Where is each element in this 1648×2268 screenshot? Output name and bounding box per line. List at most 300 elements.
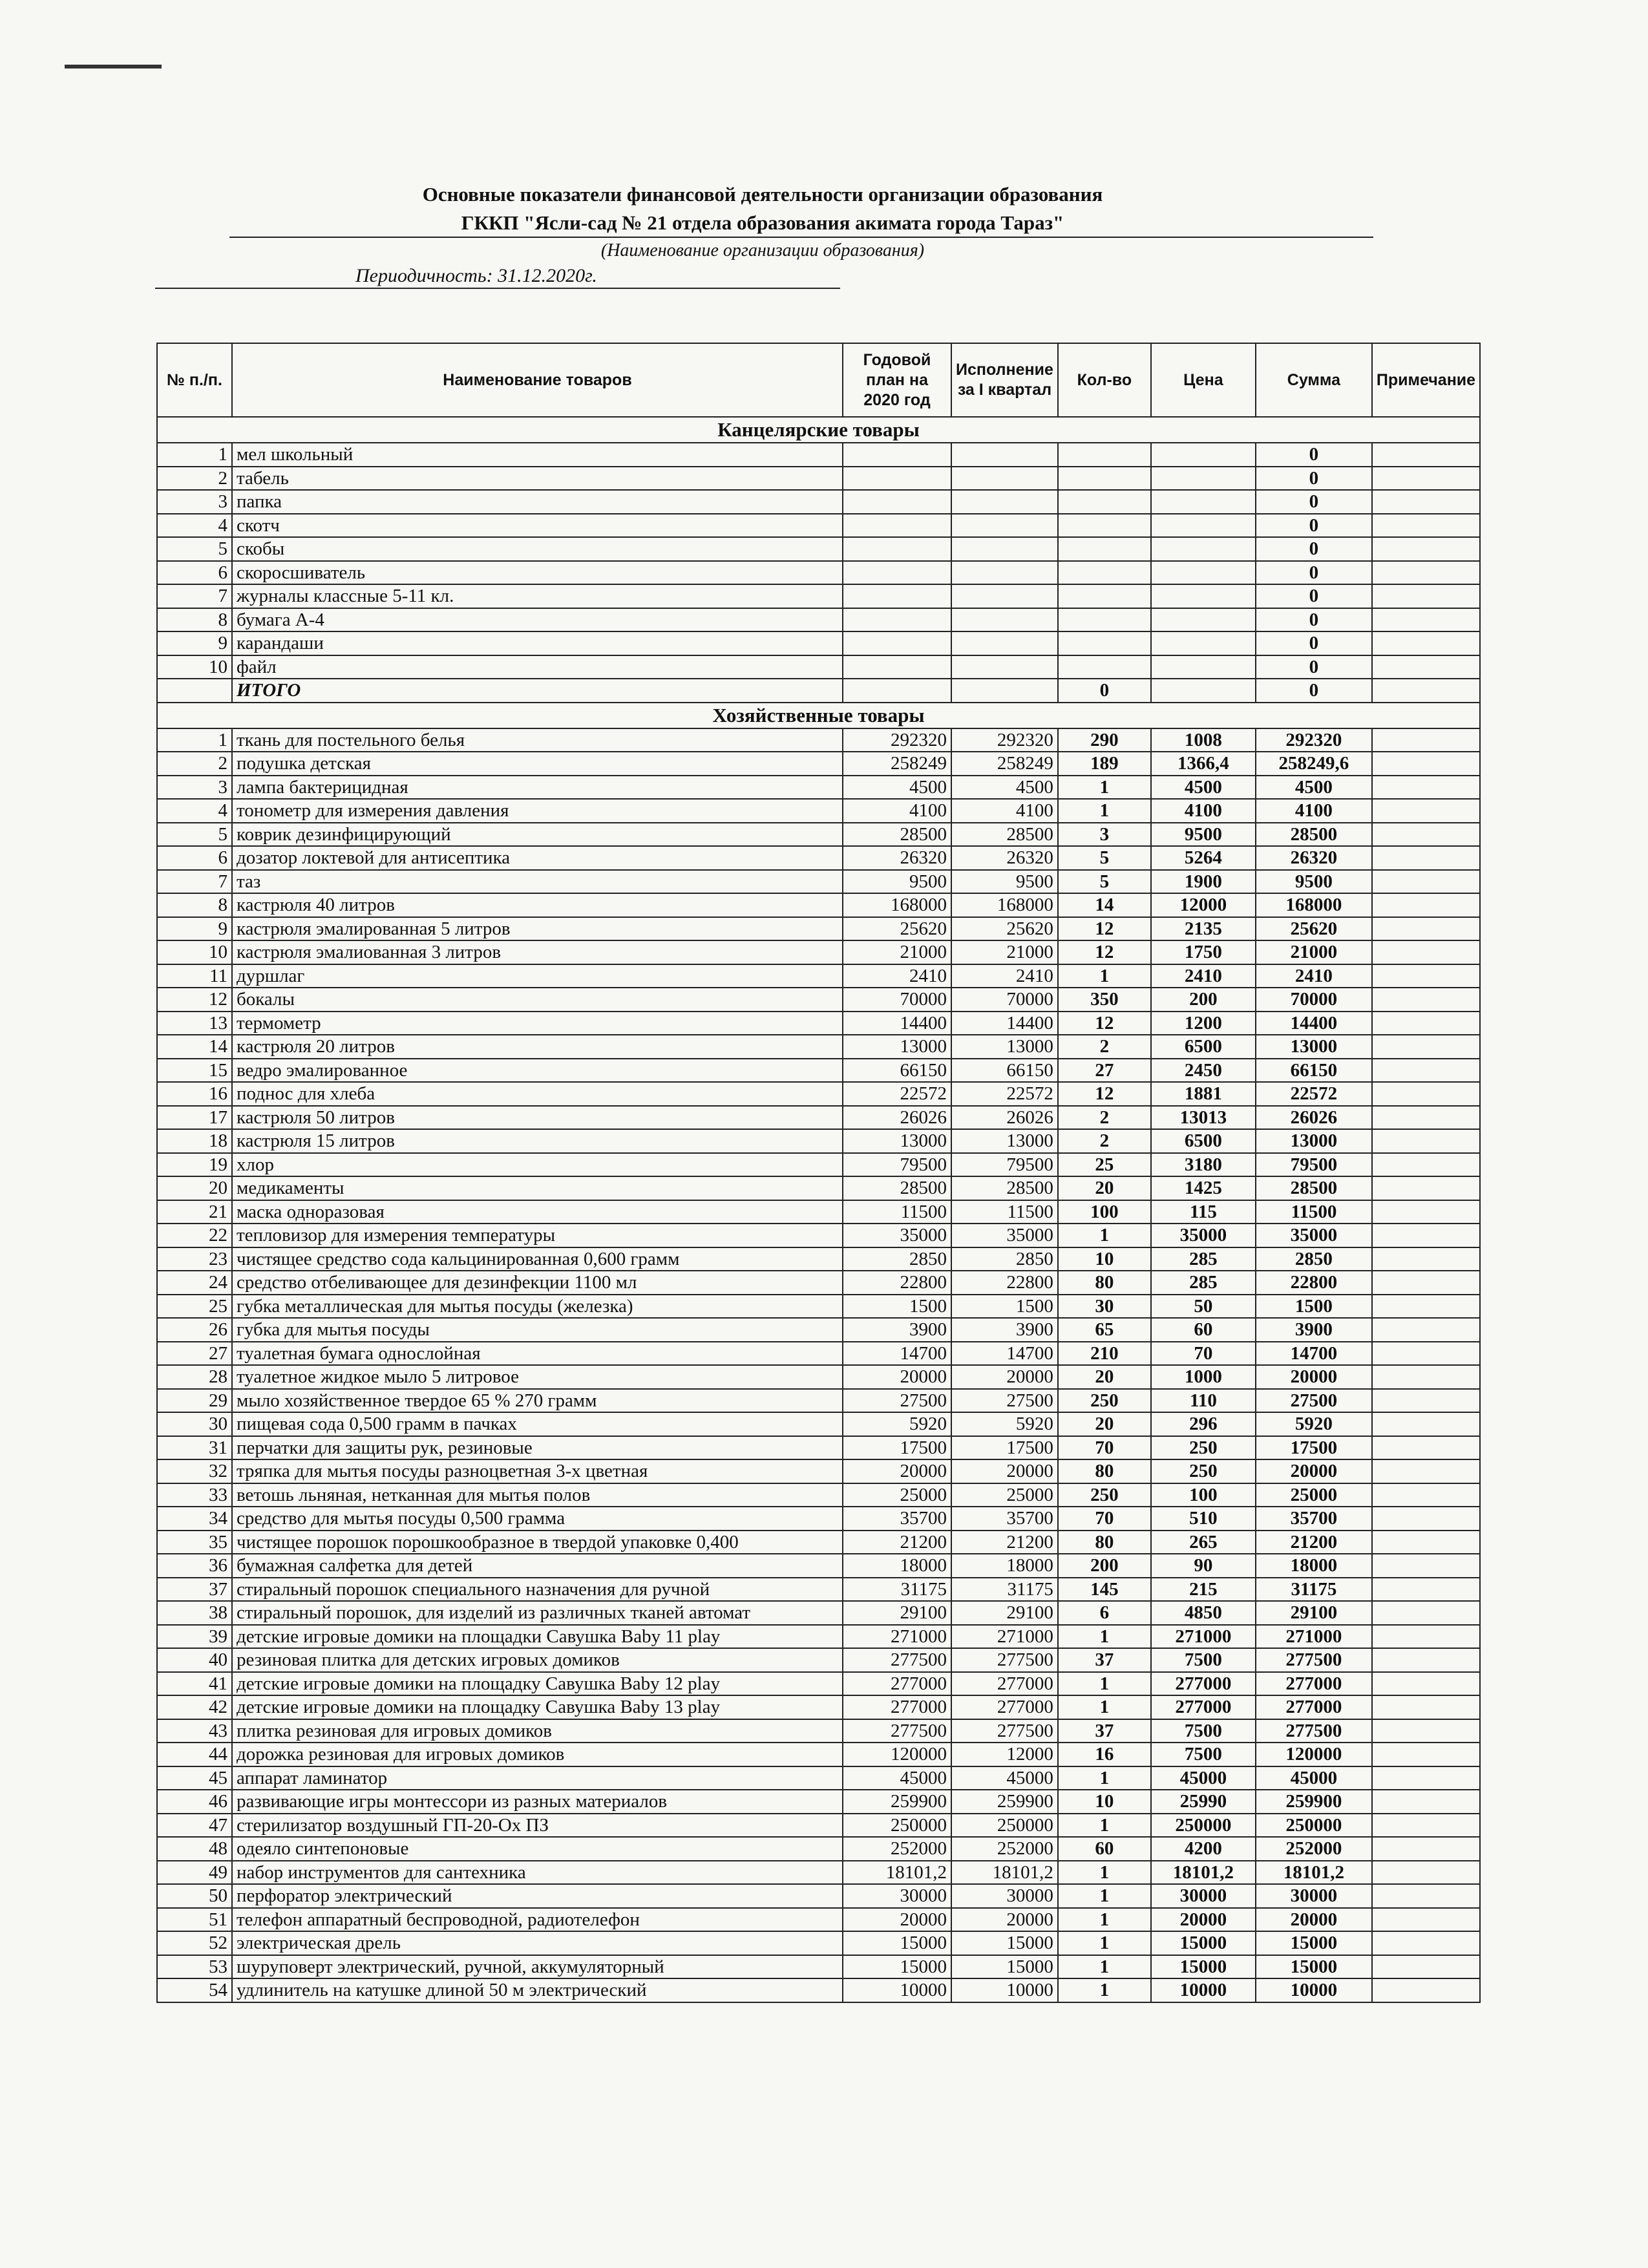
table-cell (1372, 443, 1480, 467)
table-cell: 7500 (1151, 1743, 1256, 1766)
table-cell: 40 (157, 1648, 232, 1672)
table-cell: 0 (1256, 584, 1372, 608)
table-cell: 70 (1058, 1436, 1151, 1460)
goods-table (156, 343, 1481, 2003)
table-cell: 277000 (951, 1672, 1058, 1696)
table-cell: 25990 (1151, 1790, 1256, 1814)
table-cell: 25620 (951, 917, 1058, 941)
table-row (157, 1483, 1480, 1507)
table-row (157, 1012, 1480, 1035)
table-cell: 17500 (951, 1436, 1058, 1460)
table-row (157, 846, 1480, 870)
period-underline (155, 288, 840, 289)
column-header: Исполнение за I квартал (951, 343, 1058, 417)
table-cell (1372, 1554, 1480, 1578)
table-cell: 250 (1058, 1483, 1151, 1507)
table-cell: 277500 (951, 1719, 1058, 1743)
table-cell: 29100 (843, 1601, 951, 1625)
table-cell: 259900 (843, 1790, 951, 1814)
table-cell (951, 537, 1058, 561)
table-cell: коврик дезинфицирующий (232, 823, 843, 847)
table-cell: 292320 (951, 728, 1058, 752)
table-cell: 271000 (1256, 1625, 1372, 1649)
table-cell: туалетное жидкое мыло 5 литровое (232, 1365, 843, 1389)
table-cell: бумага А-4 (232, 608, 843, 632)
table-cell: 28500 (951, 823, 1058, 847)
table-cell (1151, 631, 1256, 655)
table-cell: 25620 (1256, 917, 1372, 941)
table-row (157, 467, 1480, 491)
table-cell: 22 (157, 1224, 232, 1247)
table-cell: термометр (232, 1012, 843, 1035)
table-cell: 66150 (1256, 1059, 1372, 1083)
table-cell (1372, 1271, 1480, 1295)
table-cell: папка (232, 490, 843, 514)
table-cell: 18000 (843, 1554, 951, 1578)
table-cell: мел школьный (232, 443, 843, 467)
column-header: № п./п. (157, 343, 232, 417)
table-cell (1372, 1837, 1480, 1861)
table-cell: 1366,4 (1151, 752, 1256, 776)
table-cell (1372, 608, 1480, 632)
table-cell: 168000 (1256, 893, 1372, 917)
organization-caption: (Наименование организации образования) (600, 240, 925, 260)
table-cell (1372, 1295, 1480, 1319)
table-cell: 100 (1151, 1483, 1256, 1507)
table-cell: 15000 (1256, 1955, 1372, 1979)
table-row (157, 1648, 1480, 1672)
table-cell (1372, 1695, 1480, 1719)
table-cell: 277000 (1151, 1672, 1256, 1696)
table-cell: 1200 (1151, 1012, 1256, 1035)
table-cell (1372, 1672, 1480, 1696)
table-cell: 79500 (951, 1153, 1058, 1177)
table-cell: 21000 (843, 940, 951, 964)
table-cell (1372, 1200, 1480, 1224)
table-cell: телефон аппаратный беспроводной, радиотелефон (232, 1908, 843, 1932)
table-cell: 26026 (1256, 1106, 1372, 1130)
table-cell: 27500 (1256, 1389, 1372, 1413)
table-cell (1372, 584, 1480, 608)
table-cell: 41 (157, 1672, 232, 1696)
table-header-row (157, 343, 1480, 417)
table-cell: 1 (1058, 1672, 1151, 1696)
table-cell (1372, 1247, 1480, 1271)
column-header: Годовой план на 2020 год (843, 343, 951, 417)
table-cell: 1 (1058, 1955, 1151, 1979)
table-cell: 20 (1058, 1412, 1151, 1436)
table-cell: 35000 (951, 1224, 1058, 1247)
table-cell: 7 (157, 870, 232, 894)
table-cell (1372, 1743, 1480, 1766)
table-cell (843, 679, 951, 703)
table-row (157, 1978, 1480, 2002)
table-cell (1372, 1129, 1480, 1153)
table-cell (1372, 1531, 1480, 1554)
table-cell: 31175 (951, 1578, 1058, 1602)
table-cell: 4100 (1151, 799, 1256, 823)
table-cell: 17500 (1256, 1436, 1372, 1460)
table-cell: 20000 (1256, 1908, 1372, 1932)
table-cell: 13000 (951, 1129, 1058, 1153)
table-cell: ветошь льняная, нетканная для мытья полов (232, 1483, 843, 1507)
table-cell: 1 (157, 443, 232, 467)
table-cell (1372, 752, 1480, 776)
table-cell: кастрюля эмалиованная 3 литров (232, 940, 843, 964)
table-row (157, 1554, 1480, 1578)
table-cell: 2 (1058, 1106, 1151, 1130)
table-cell (843, 490, 951, 514)
table-cell: 27 (157, 1342, 232, 1366)
table-cell (1372, 537, 1480, 561)
table-row (157, 1625, 1480, 1649)
table-cell: 7500 (1151, 1719, 1256, 1743)
table-cell: кастрюля 40 литров (232, 893, 843, 917)
table-cell: 1 (157, 728, 232, 752)
table-cell: 13000 (843, 1035, 951, 1059)
table-row (157, 514, 1480, 538)
table-cell (1372, 776, 1480, 800)
table-row (157, 893, 1480, 917)
table-cell: 44 (157, 1743, 232, 1766)
table-cell: 45 (157, 1766, 232, 1790)
table-cell: 8 (157, 608, 232, 632)
table-cell: 79500 (843, 1153, 951, 1177)
table-cell: 200 (1058, 1554, 1151, 1578)
table-cell: 10000 (843, 1978, 951, 2002)
table-cell: 45000 (951, 1766, 1058, 1790)
section-header-row (157, 417, 1480, 443)
table-cell (1058, 608, 1151, 632)
table-cell: 4500 (1256, 776, 1372, 800)
table-cell: 189 (1058, 752, 1151, 776)
table-cell: 47 (157, 1814, 232, 1838)
table-cell: перчатки для защиты рук, резиновые (232, 1436, 843, 1460)
table-cell: 70 (1058, 1507, 1151, 1531)
table-cell: 259900 (1256, 1790, 1372, 1814)
table-row (157, 1318, 1480, 1342)
table-cell: 168000 (951, 893, 1058, 917)
table-cell: пищевая сода 0,500 грамм в пачках (232, 1412, 843, 1436)
table-cell: 210 (1058, 1342, 1151, 1366)
table-cell: 12 (157, 988, 232, 1012)
table-cell: 29100 (1256, 1601, 1372, 1625)
table-cell: 1 (1058, 1625, 1151, 1649)
table-cell: 70000 (1256, 988, 1372, 1012)
table-row (157, 1153, 1480, 1177)
table-row (157, 631, 1480, 655)
table-cell: 54 (157, 1978, 232, 2002)
table-cell: 80 (1058, 1531, 1151, 1554)
table-row (157, 988, 1480, 1012)
table-row (157, 964, 1480, 988)
table-cell: 50 (1151, 1295, 1256, 1319)
table-cell: 28500 (1256, 823, 1372, 847)
table-cell: 12 (1058, 1082, 1151, 1106)
table-cell: 28500 (1256, 1176, 1372, 1200)
table-cell: 27500 (951, 1389, 1058, 1413)
table-row (157, 823, 1480, 847)
column-header: Наименование товаров (232, 343, 843, 417)
table-cell (843, 537, 951, 561)
table-cell: 6 (1058, 1601, 1151, 1625)
table-cell: 0 (1256, 514, 1372, 538)
table-cell: 1 (1058, 1931, 1151, 1955)
table-cell (951, 655, 1058, 679)
table-cell: 26320 (1256, 846, 1372, 870)
table-cell: 277000 (1151, 1695, 1256, 1719)
table-cell: набор инструментов для сантехника (232, 1861, 843, 1885)
table-cell (1372, 1412, 1480, 1436)
table-cell: 28500 (951, 1176, 1058, 1200)
table-cell: 37 (1058, 1648, 1151, 1672)
table-cell: 11500 (1256, 1200, 1372, 1224)
table-cell (1372, 1861, 1480, 1885)
table-row (157, 1719, 1480, 1743)
table-cell: 20000 (843, 1459, 951, 1483)
table-cell: 10 (157, 940, 232, 964)
table-cell (1151, 514, 1256, 538)
table-cell: 13000 (1256, 1035, 1372, 1059)
table-cell: 252000 (843, 1837, 951, 1861)
table-cell (157, 679, 232, 703)
table-row (157, 1129, 1480, 1153)
table-cell: 4850 (1151, 1601, 1256, 1625)
table-cell: 0 (1256, 679, 1372, 703)
table-cell: 1 (1058, 1695, 1151, 1719)
table-cell: 277500 (1256, 1648, 1372, 1672)
table-cell: 168000 (843, 893, 951, 917)
table-cell: 35700 (843, 1507, 951, 1531)
table-cell: ИТОГО (232, 679, 843, 703)
table-row (157, 1790, 1480, 1814)
table-cell: 37 (157, 1578, 232, 1602)
table-cell: 13013 (1151, 1106, 1256, 1130)
table-cell: 7 (157, 584, 232, 608)
table-cell: 4500 (1151, 776, 1256, 800)
table-cell: 18101,2 (951, 1861, 1058, 1885)
table-cell (1151, 443, 1256, 467)
table-cell (843, 608, 951, 632)
table-row (157, 1271, 1480, 1295)
table-cell (1151, 537, 1256, 561)
table-cell: 2410 (951, 964, 1058, 988)
table-cell: лампа бактерицидная (232, 776, 843, 800)
table-cell: 35700 (1256, 1507, 1372, 1531)
table-cell: скотч (232, 514, 843, 538)
table-cell: 26026 (951, 1106, 1058, 1130)
table-cell: 1 (1058, 1978, 1151, 2002)
table-cell: 1500 (843, 1295, 951, 1319)
table-cell: 31175 (843, 1578, 951, 1602)
table-cell: 30 (157, 1412, 232, 1436)
table-cell: 15000 (951, 1931, 1058, 1955)
table-cell: 66150 (951, 1059, 1058, 1083)
table-cell: 2410 (1151, 964, 1256, 988)
table-cell: хлор (232, 1153, 843, 1177)
table-cell: 4200 (1151, 1837, 1256, 1861)
table-row (157, 1531, 1480, 1554)
table-cell: 271000 (843, 1625, 951, 1649)
table-cell: 45000 (1256, 1766, 1372, 1790)
table-cell: 1 (1058, 1861, 1151, 1885)
table-cell (1372, 1625, 1480, 1649)
table-cell (1372, 728, 1480, 752)
table-cell: 70000 (843, 988, 951, 1012)
table-cell: кастрюля 50 литров (232, 1106, 843, 1130)
table-cell: 3 (1058, 823, 1151, 847)
table-cell (1372, 1648, 1480, 1672)
table-cell: 22800 (1256, 1271, 1372, 1295)
table-cell: 252000 (1256, 1837, 1372, 1861)
table-row (157, 1224, 1480, 1247)
table-cell: 9 (157, 917, 232, 941)
table-row (157, 1861, 1480, 1885)
table-cell (1372, 988, 1480, 1012)
table-cell: 65 (1058, 1318, 1151, 1342)
table-cell: 80 (1058, 1271, 1151, 1295)
table-cell: 13 (157, 1012, 232, 1035)
table-cell (1372, 964, 1480, 988)
table-cell (1372, 1790, 1480, 1814)
table-cell (1372, 1389, 1480, 1413)
table-cell: 16 (157, 1082, 232, 1106)
table-row (157, 1342, 1480, 1366)
table-cell: 3900 (1256, 1318, 1372, 1342)
table-cell (1058, 584, 1151, 608)
table-cell (1372, 1106, 1480, 1130)
table-cell: 31175 (1256, 1578, 1372, 1602)
table-cell: 6500 (1151, 1035, 1256, 1059)
table-cell (1372, 823, 1480, 847)
table-cell: 1 (1058, 1814, 1151, 1838)
scan-dash-mark (65, 65, 162, 69)
table-cell: 5264 (1151, 846, 1256, 870)
table-cell: 277000 (1256, 1695, 1372, 1719)
table-row (157, 1766, 1480, 1790)
table-cell: 25 (157, 1295, 232, 1319)
table-cell: 25 (1058, 1153, 1151, 1177)
table-cell (951, 608, 1058, 632)
table-cell: развивающие игры монтессори из разных материалов (232, 1790, 843, 1814)
table-cell: 35700 (951, 1507, 1058, 1531)
table-cell: 292320 (843, 728, 951, 752)
table-cell: карандаши (232, 631, 843, 655)
table-cell (1151, 655, 1256, 679)
table-row (157, 1695, 1480, 1719)
table-row (157, 1389, 1480, 1413)
table-cell: 250 (1058, 1389, 1151, 1413)
table-cell (1372, 1507, 1480, 1531)
table-cell: 35 (157, 1531, 232, 1554)
table-cell: 100 (1058, 1200, 1151, 1224)
table-cell: 25000 (1256, 1483, 1372, 1507)
table-row (157, 1459, 1480, 1483)
table-cell: 15000 (1151, 1955, 1256, 1979)
table-cell: тепловизор для измерения температуры (232, 1224, 843, 1247)
table-cell: 6 (157, 846, 232, 870)
table-cell (1151, 467, 1256, 491)
table-row (157, 728, 1480, 752)
table-row (157, 1507, 1480, 1531)
table-cell: 296 (1151, 1412, 1256, 1436)
table-cell: 10 (1058, 1790, 1151, 1814)
table-cell: 23 (157, 1247, 232, 1271)
table-cell (843, 467, 951, 491)
table-row (157, 490, 1480, 514)
table-cell: 120000 (1256, 1743, 1372, 1766)
table-cell: 15000 (1151, 1931, 1256, 1955)
table-cell: 3 (157, 490, 232, 514)
table-cell: 20000 (951, 1908, 1058, 1932)
table-cell: 1425 (1151, 1176, 1256, 1200)
table-cell: маска одноразовая (232, 1200, 843, 1224)
organization-name: ГККП "Ясли-сад № 21 отдела образования акимата города Тараз" (461, 211, 1064, 234)
table-cell: 27 (1058, 1059, 1151, 1083)
table-cell: 5 (1058, 870, 1151, 894)
table-cell: 3900 (951, 1318, 1058, 1342)
table-cell: ведро эмалированное (232, 1059, 843, 1083)
table-cell (1151, 679, 1256, 703)
table-cell: 25000 (843, 1483, 951, 1507)
table-cell: 0 (1256, 561, 1372, 585)
table-cell (843, 561, 951, 585)
table-cell: 25000 (951, 1483, 1058, 1507)
table-cell: 9500 (1256, 870, 1372, 894)
table-cell: 277000 (843, 1672, 951, 1696)
table-cell: 265 (1151, 1531, 1256, 1554)
table-cell (1058, 561, 1151, 585)
column-header: Кол-во (1058, 343, 1151, 417)
table-cell: 1500 (951, 1295, 1058, 1319)
table-cell: 5 (1058, 846, 1151, 870)
table-cell: 14700 (843, 1342, 951, 1366)
table-row (157, 1601, 1480, 1625)
table-cell: 10 (157, 655, 232, 679)
table-cell: 2850 (843, 1247, 951, 1271)
table-cell: 250000 (843, 1814, 951, 1838)
table-cell (843, 514, 951, 538)
table-cell: 7500 (1151, 1648, 1256, 1672)
table-cell: 5920 (1256, 1412, 1372, 1436)
table-cell: 3 (157, 776, 232, 800)
table-cell: детские игровые домики на площадки Савушка Baby 11 play (232, 1625, 843, 1649)
table-cell: 21200 (843, 1531, 951, 1554)
table-cell (951, 490, 1058, 514)
table-cell: 250 (1151, 1459, 1256, 1483)
table-cell: шуруповерт электрический, ручной, аккумуляторный (232, 1955, 843, 1979)
table-cell: 2850 (1256, 1247, 1372, 1271)
table-cell: 9500 (843, 870, 951, 894)
table-cell: 4100 (1256, 799, 1372, 823)
table-cell (1372, 655, 1480, 679)
table-cell: 271000 (951, 1625, 1058, 1649)
table-cell: 18101,2 (1256, 1861, 1372, 1885)
table-cell: 37 (1058, 1719, 1151, 1743)
table-cell: 21200 (1256, 1531, 1372, 1554)
table-row (157, 1884, 1480, 1908)
table-cell: стерилизатор воздушный ГП-20-Ох ПЗ (232, 1814, 843, 1838)
table-cell: 12000 (951, 1743, 1058, 1766)
table-cell (1058, 537, 1151, 561)
table-cell: туалетная бумага однослойная (232, 1342, 843, 1366)
table-cell: 20000 (951, 1459, 1058, 1483)
column-header: Примечание (1372, 343, 1480, 417)
table-row (157, 1200, 1480, 1224)
table-cell: журналы классные 5-11 кл. (232, 584, 843, 608)
table-cell: 32 (157, 1459, 232, 1483)
table-cell: 120000 (843, 1743, 951, 1766)
